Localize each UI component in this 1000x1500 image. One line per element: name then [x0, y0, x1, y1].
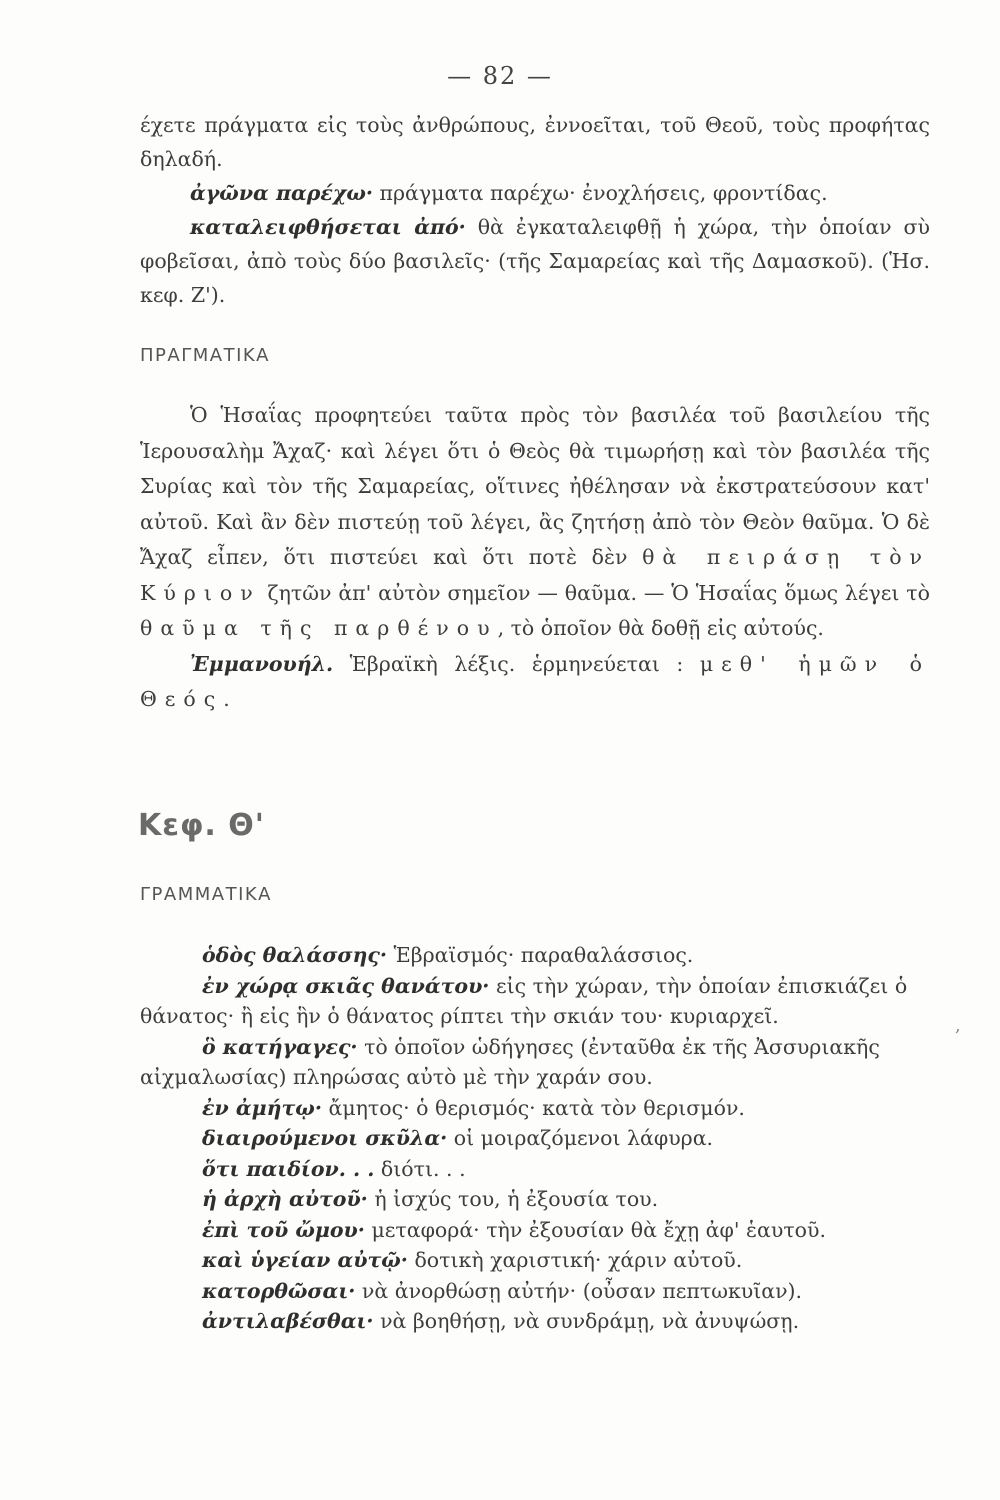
glossary-entry-agona — [140, 176, 930, 210]
glossary-entry — [140, 1306, 930, 1337]
entry-term: διαιρούμενοι σκῦλα· — [202, 1126, 448, 1150]
glossary-entry — [140, 1093, 930, 1124]
entry-term: ἀντιλαβέσθαι· — [202, 1309, 374, 1333]
entry-text: ἄμητος· ὁ θερισμός· κατὰ τὸν θερισμόν. — [321, 1095, 745, 1120]
entry-text: τὸ ὁποῖον ὡδήγησες (ἐνταῦθα ἐκ τῆς Ἀσσυριακῆς αἰχμαλωσίας) πληρώσας αὐτὸ μὲ τὴν χαράν σου. — [140, 1034, 880, 1089]
glossary-entry — [140, 1276, 930, 1307]
pragmatika-emmanouil — [140, 647, 930, 718]
glossary-entry-kataleifthisetai — [140, 210, 930, 312]
glossary-entry — [140, 1184, 930, 1215]
margin-mark: , — [955, 1015, 961, 1036]
entry-term: ἡ ἀρχὴ αὐτοῦ· — [202, 1187, 368, 1211]
entry-text: νὰ ἀνορθώσῃ αὐτήν· (οὖσαν πεπτωκυῖαν). — [355, 1278, 803, 1303]
entry-term: ὅτι παιδίον. . . — [202, 1156, 375, 1181]
entry-term: Ἐμμανουήλ. — [190, 651, 334, 676]
intro-line: έχετε πράγματα εἰς τοὺς ἀνθρώπους, ἐννοεῖται, τοῦ Θεοῦ, τοὺς προφήτας δηλαδή. — [140, 113, 930, 171]
intro-section — [140, 108, 930, 312]
glossary-entry — [140, 1154, 930, 1185]
section-heading-pragmatika: ΠΡΑΓΜΑΤΙΚΑ — [140, 345, 270, 366]
entry-term: ἐν χώρᾳ σκιᾶς θανάτου· — [202, 973, 490, 998]
grammatika-glossary — [140, 940, 930, 1337]
entry-text: δοτικὴ χαριστική· χάριν αὐτοῦ. — [407, 1248, 743, 1272]
pragmatika-section — [140, 398, 930, 718]
entry-text: . — [223, 687, 230, 711]
glossary-entry — [140, 1123, 930, 1154]
glossary-entry — [140, 971, 930, 1032]
entry-text: ἡ ἰσχύς του, ἡ ἐξουσία του. — [367, 1187, 659, 1211]
entry-term: ἐπὶ τοῦ ὤμου· — [202, 1217, 365, 1242]
paragraph-text: ζητῶν ἀπ' αὐτὸν σημεῖον — θαῦμα. — Ὁ Ἡσαΐας ὅμως λέγει τὸ — [260, 580, 930, 605]
section-heading-grammatika: ΓΡΑΜΜΑΤΙΚΑ — [140, 884, 272, 905]
entry-term: ὃ κατήγαγες· — [202, 1034, 358, 1059]
entry-text: διότι. . . — [374, 1156, 466, 1181]
entry-text: Ἑβραϊκὴ λέξις. ἑρμηνεύεται : — [333, 651, 700, 676]
emphasized-text: θαῦμα τῆς παρθένου — [140, 616, 498, 640]
entry-text: οἱ μοιραζόμενοι λάφυρα. — [447, 1126, 714, 1150]
emphasized-text: θὰ πειράσῃ τὸν Κύριον — [140, 545, 931, 605]
entry-text: πράγματα παρέχω· ἐνοχλήσεις, φροντίδας. — [372, 181, 828, 205]
entry-term: ἀγῶνα παρέχω· — [190, 181, 373, 205]
glossary-entry — [140, 1032, 930, 1093]
pragmatika-paragraph — [140, 398, 930, 647]
entry-term: καὶ ὑγείαν αὐτῷ· — [202, 1248, 408, 1272]
glossary-entry — [140, 1245, 930, 1276]
entry-text: μεταφορά· τὴν ἐξουσίαν θὰ ἔχῃ ἀφ' ἑαυτοῦ. — [364, 1217, 826, 1242]
entry-text: εἰς τὴν χώραν, τὴν ὁποίαν ἐπισκιάζει ὁ θάνατος· ἢ εἰς ἣν ὁ θάνατος ρίπτει τὴν σκιάν του· κυριαρχεῖ. — [140, 973, 908, 1028]
page-number: — 82 — — [447, 62, 553, 90]
entry-term: κατορθῶσαι· — [202, 1278, 356, 1303]
emphasized-text: μεθ' ἡμῶν ὁ Θεός — [140, 651, 930, 711]
entry-term: ἐν ἀμήτῳ· — [202, 1095, 322, 1120]
glossary-entry — [140, 940, 930, 971]
entry-text: θὰ ἐγκαταλειφθῇ ἡ χώρα, τὴν ὁποίαν σὺ φοβεῖσαι, ἀπὸ τοὺς δύο βασιλεῖς· (τῆς Σαμαρείας καὶ τῆς Δαμασκοῦ). (Ἡσ. κεφ. Ζ'). — [140, 215, 930, 307]
entry-term: ὁδὸς θαλάσσης· — [202, 943, 387, 967]
chapter-title: Κεφ. Θ' — [138, 808, 265, 843]
entry-term: καταλειφθήσεται ἀπό· — [190, 215, 466, 239]
paragraph-text: Ὁ Ἡσαΐας προφητεύει ταῦτα πρὸς τὸν βασιλέα τοῦ βασιλείου τῆς Ἱερουσαλὴμ Ἄχαζ· καὶ λέγει ὅτι ὁ Θεὸς θὰ τιμωρήσῃ καὶ τὸν βασιλέα τῆς Συρίας καὶ τὸν τῆς Σαμαρείας, οἵτινες ἠθέλησαν νὰ ἐκστρατεύσουν κατ' αὐτοῦ. Καὶ ἂν δὲν πιστεύῃ τοῦ λέγει, ἂς ζητήσῃ ἀπὸ τὸν Θεὸν θαῦμα. Ὁ δὲ Ἄχαζ εἶπεν, ὅτι πιστεύει καὶ ὅτι ποτὲ δὲν — [140, 403, 930, 569]
glossary-entry — [140, 1215, 930, 1246]
entry-text: Ἑβραϊσμός· παραθαλάσσιος. — [387, 943, 694, 967]
paragraph-text: , τὸ ὁποῖον θὰ δοθῇ εἰς αὐτούς. — [497, 616, 824, 640]
entry-text: νὰ βοηθήσῃ, νὰ συνδράμῃ, νὰ ἀνυψώσῃ. — [373, 1309, 800, 1333]
